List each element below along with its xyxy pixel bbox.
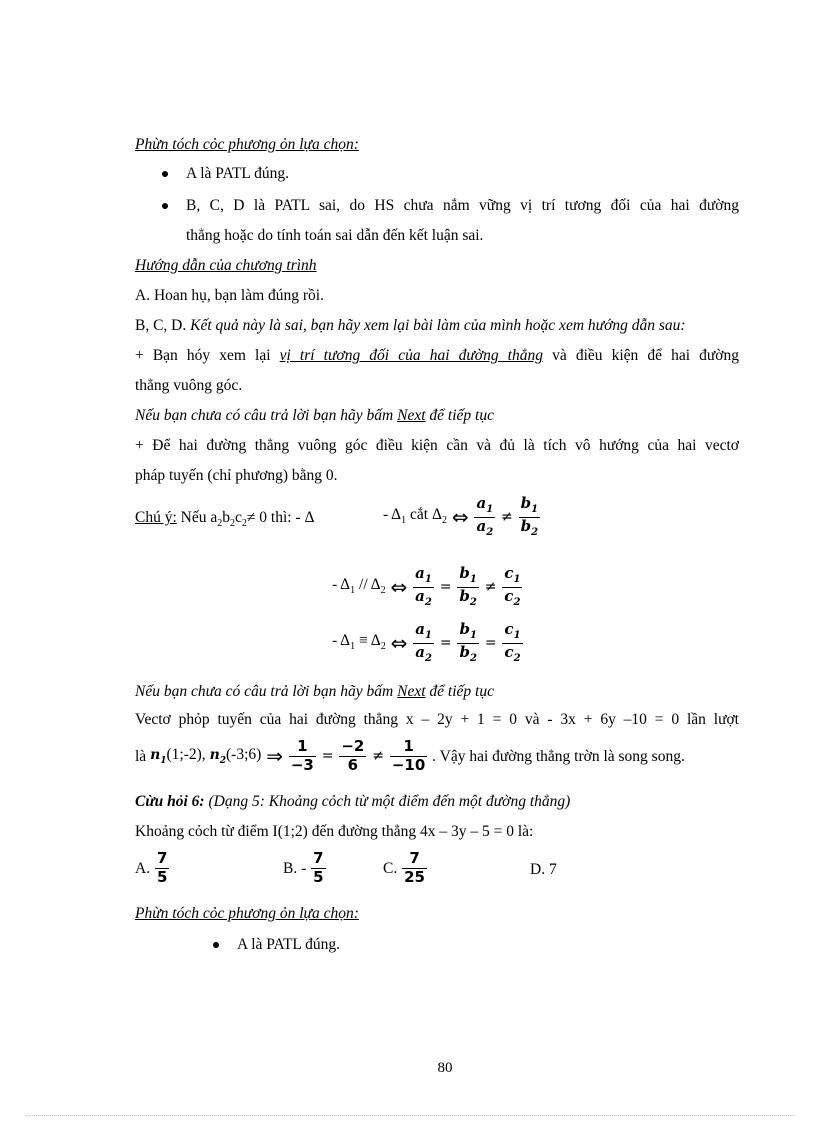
option-a[interactable] (135, 851, 170, 886)
next-prompt-text: Nếu bạn chưa có câu trả lời bạn hãy bấm (135, 407, 398, 424)
fraction-c1-c2: $\frac{c_1}{c_2}$ (504, 620, 521, 664)
option-bcd-wrong-line2: thẳng hoặc do tính toán sai dẫn đến kết luận sai. (186, 227, 484, 244)
fraction-c1-c2: $\frac{c_1}{c_2}$ (504, 564, 521, 608)
fraction-1-neg10: $\frac{1}{-10}$ (391, 737, 426, 774)
case-parallel-label: - $\Delta_1 // \Delta_2$ (332, 576, 386, 597)
question-6-prompt: Khoảng cỏch từ điểm I(1;2) đến đường thẳng 4x – 3y – 5 = 0 là: (135, 823, 534, 840)
var-b: b (222, 509, 230, 526)
option-a-correct-2: A là PATL đúng. (237, 936, 341, 953)
option-b-fraction: $\frac{7}{5}$ (313, 849, 324, 886)
iff-icon: ⇔ (390, 575, 408, 599)
eq-symbol: = (439, 635, 452, 651)
next-prompt-1 (135, 408, 739, 424)
next-prompt-2 (135, 684, 739, 700)
fraction-a1-a2: $\frac{a_1}{a_2}$ (476, 494, 494, 538)
guide-answer-a: A. Hoan hụ, bạn làm đúng rồi. (135, 287, 324, 304)
question-topic: (Dạng 5: Khoảng cỏch từ một điểm đến một đường thẳng) (204, 793, 571, 810)
guide-bcd-message: Kết quả này là sai, bạn hãy xem lại bài làm của mình hoặc xem hướng dẫn sau: (190, 317, 686, 334)
fraction-a1-a2: $\frac{a_1}{a_2}$ (415, 564, 432, 608)
fraction-a1-a2: $\frac{a_1}{a_2}$ (415, 620, 432, 664)
guide-heading: Hướng dẫn của chương trình (135, 257, 317, 274)
fraction-neg2-6: $\frac{-2}{6}$ (341, 737, 365, 774)
neq-symbol: ≠ (501, 509, 513, 525)
option-c-label: C. (383, 859, 398, 877)
iff-icon: ⇔ (451, 505, 469, 529)
neq-symbol: ≠ (484, 579, 497, 595)
next-link[interactable]: Next (397, 683, 426, 700)
relative-position-link[interactable]: vị trí tương đối của hai đường thẳng (279, 347, 543, 364)
hint-line2: thẳng vuông góc. (135, 377, 243, 394)
eq-symbol: = (321, 748, 334, 765)
var-c: c (234, 509, 242, 526)
hint2-line2: pháp tuyến (chỉ phương) bằng 0. (135, 467, 338, 484)
option-b-label: B. - (283, 859, 307, 877)
sub: 2 (241, 518, 247, 530)
note-label: Chú ý: (135, 509, 177, 526)
fraction-1-neg3: $\frac{1}{-3}$ (290, 737, 314, 774)
next-prompt-text: Nếu bạn chưa có câu trả lời bạn hãy bấm (135, 683, 398, 700)
option-d[interactable]: D. 7 (530, 861, 557, 878)
analysis-heading-2: Phừn tóch cỏc phương ỏn lựa chọn: (135, 905, 359, 922)
sub: 2 (217, 518, 223, 530)
fraction-b1-b2: $\frac{b_1}{b_2}$ (459, 564, 477, 608)
implies-icon: ⇒ (266, 744, 283, 769)
next-prompt-suffix: để tiếp tục (425, 683, 494, 700)
note-text: Nếu a (176, 509, 218, 526)
option-c[interactable] (383, 851, 428, 886)
normal-vector-n2: $n_2(-3;6)$ (209, 745, 262, 766)
analysis-heading: Phừn tóch cỏc phương ỏn lựa chọn: (135, 136, 359, 153)
option-bcd-wrong-line1: B, C, D là PATL sai, do HS chưa nắm vững vị trí tương đối của hai đường (186, 197, 739, 214)
iff-icon: ⇔ (390, 631, 408, 655)
case-intersect-label: - $\Delta_1$ cắt $\Delta_2$ (383, 506, 447, 527)
option-a-label: A. (135, 859, 151, 877)
guide-bcd-prefix: B, C, D. (135, 317, 191, 334)
hint-line1 (135, 348, 739, 364)
hint-suffix: và điều kiện để hai đường (542, 347, 739, 364)
normal-vector-n1: $n_1(1;-2)$, (150, 745, 206, 766)
conclusion-text: . Vậy hai đường thẳng trờn là song song. (432, 747, 685, 765)
case-coincide (332, 622, 524, 664)
ratio-line (135, 739, 685, 774)
bullet-icon (162, 171, 168, 177)
option-a-correct: A là PATL đúng. (186, 165, 290, 182)
case-parallel (332, 566, 523, 608)
next-prompt-suffix: để tiếp tục (425, 407, 494, 424)
option-c-fraction: $\frac{7}{25}$ (404, 849, 425, 886)
bullet-icon (213, 942, 219, 948)
hint2-line1: + Để hai đường thẳng vuông góc điều kiện cần và đủ là tích vô hướng của hai vectơ (135, 437, 739, 454)
question-6-title (135, 794, 739, 810)
la-text: là (135, 747, 147, 765)
hint-prefix: + Bạn hóy xem lại (135, 347, 280, 364)
normal-vectors-line: Vectơ phỏp tuyến của hai đường thẳng x – 2y + 1 = 0 và - 3x + 6y –10 = 0 lần lượt (135, 711, 739, 728)
case-intersect (383, 496, 541, 538)
eq-symbol: = (484, 635, 497, 651)
option-a-fraction: $\frac{7}{5}$ (156, 849, 168, 886)
eq-symbol: = (439, 579, 452, 595)
fraction-b1-b2: $\frac{b_1}{b_2}$ (459, 620, 477, 664)
guide-answer-bcd (135, 318, 739, 334)
case-coincide-label: - $\Delta_1 \equiv \Delta_2$ (332, 632, 386, 653)
footer-divider (25, 1115, 795, 1116)
bullet-icon (162, 203, 168, 209)
note-text-post: ≠ 0 thì: - Δ (246, 509, 315, 526)
question-number: Cừu hỏi 6: (135, 793, 205, 810)
sub: 2 (229, 518, 235, 530)
next-link[interactable]: Next (397, 407, 426, 424)
page-number: 80 (437, 1060, 453, 1076)
neq-symbol: ≠ (372, 748, 384, 765)
option-b[interactable] (283, 851, 327, 886)
fraction-b1-b2: $\frac{b_1}{b_2}$ (520, 494, 539, 538)
